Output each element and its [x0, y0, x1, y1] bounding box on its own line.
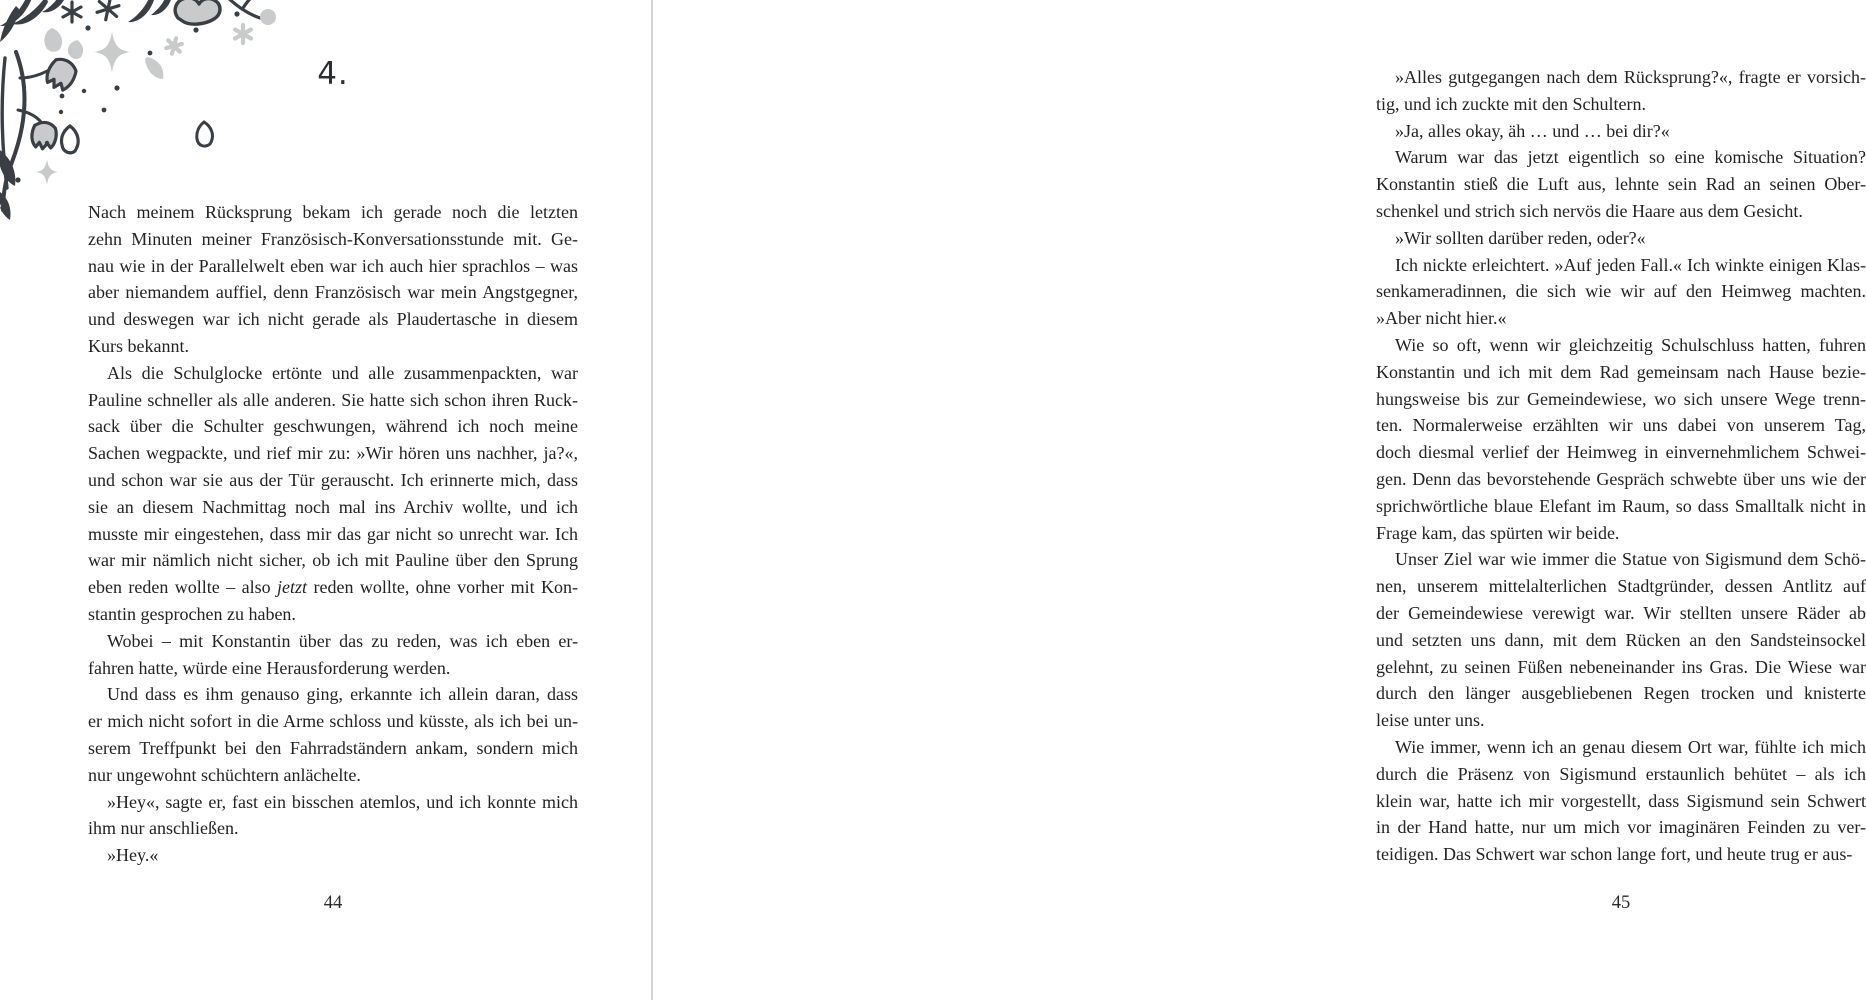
text-line: der Gemeindewiese verewigt war. Wir stellten unsere Räder ab [1376, 602, 1866, 623]
text-line: klein war, hatte ich mir vorgestellt, dass Sigismund sein Schwert [1376, 790, 1866, 811]
text-line: Wie so oft, wenn wir gleichzeitig Schulschluss hatten, fuhren [1395, 334, 1866, 355]
paragraph [1376, 144, 1866, 224]
text-line: senkameradinnen, die sich wie wir auf den Heimweg machten. [1376, 281, 1866, 302]
text-line: »Ja, alles okay, äh … und … bei dir?« [1395, 120, 1670, 141]
text-line: und deswegen war ich nicht gerade als Plaudertasche in diesem [88, 309, 578, 330]
text-line: Kurs bekannt. [88, 335, 189, 356]
text-line: »Alles gutgegangen nach dem Rücksprung?«, fragte er vorsich- [1395, 67, 1866, 87]
paragraph [1376, 332, 1866, 546]
page-number-left: 44 [323, 893, 343, 913]
text-line: Wie immer, wenn ich an genau diesem Ort war, fühlte ich mich [1395, 736, 1866, 757]
text-line: nen, unserem mittelalterlichen Stadtgründer, dessen Antlitz auf [1376, 576, 1866, 597]
text-line: gelehnt, zu seinen Füßen nebeneinander ins Gras. Die Wiese war [1376, 656, 1866, 677]
text-line: zehn Minuten meiner Französisch-Konversationsstunde mit. Ge- [88, 228, 578, 249]
page-number-right: 45 [1611, 893, 1631, 913]
paragraph [1376, 252, 1866, 332]
text-line: Ich nickte erleichtert. »Auf jeden Fall.« Ich winkte einigen Klas- [1395, 254, 1866, 275]
paragraph [88, 681, 578, 788]
text-line: Und dass es ihm genauso ging, erkannte ich allein daran, dass [107, 684, 578, 705]
text-line: Frage kam, das spürten wir beide. [1376, 522, 1620, 543]
left-page [0, 0, 651, 1000]
paragraph [1376, 734, 1866, 868]
left-page-text [88, 199, 578, 869]
paragraph [88, 842, 578, 869]
text-line: tig, und ich zuckte mit den Schultern. [1376, 93, 1646, 114]
text-line: »Hey.« [107, 845, 159, 866]
text-line: »Wir sollten darüber reden, oder?« [1395, 227, 1646, 248]
text-line: und setzten uns dann, mit dem Rücken an den Sandsteinsockel [1376, 629, 1866, 650]
text-line: in der Hand hatte, nur um mich vor imaginären Feinden zu ver- [1376, 817, 1866, 838]
text-line: Unser Ziel war wie immer die Statue von Sigismund dem Schö- [1395, 549, 1866, 570]
text-line: doch diesmal verlief der Heimweg in einvernehmlichem Schwei- [1376, 442, 1866, 463]
text-line: Warum war das jetzt eigentlich so eine komische Situation? [1395, 147, 1866, 168]
text-line: aber niemandem auffiel, denn Französisch war mein Angstgegner, [88, 282, 578, 303]
text-line: schenkel und strich sich nervös die Haare aus dem Gesicht. [1376, 200, 1803, 221]
text-line: Sachen wegpackte, und rief mir zu: »Wir hören uns nachher, ja?«, [88, 443, 578, 464]
paragraph [88, 789, 578, 843]
text-line: Nach meinem Rücksprung bekam ich gerade noch die letzten [88, 202, 578, 222]
text-line: leise unter uns. [1376, 710, 1485, 731]
text-line: eben reden wollte – also jetzt reden wollte, ohne vorher mit Kon- [88, 577, 578, 598]
text-line: durch den länger ausgebliebenen Regen trocken und knisterte [1376, 683, 1866, 704]
text-line: Konstantin stieß die Luft aus, lehnte sein Rad an seinen Ober- [1376, 174, 1866, 195]
right-page-text [1376, 64, 1866, 868]
text-line: war mir nämlich nicht sicher, ob ich mit Pauline über den Sprung [88, 550, 578, 571]
paragraph [88, 199, 578, 360]
text-line: Konstantin und ich mit dem Rad gemeinsam nach Hause bezie- [1376, 361, 1866, 382]
text-line: serem Treffpunkt bei den Fahrradständern ankam, sondern mich [88, 737, 578, 758]
text-line: musste mir eingestehen, dass mir das gar nicht so unrecht war. Ich [88, 523, 578, 544]
text-line: sie an diesem Nachmittag noch mal ins Archiv wollte, und ich [88, 496, 578, 517]
text-line: sprichwörtliche blaue Elefant im Raum, so dass Smalltalk nicht in [1376, 495, 1866, 516]
text-line: teidigen. Das Schwert war schon lange fort, und heute trug er aus- [1376, 844, 1853, 865]
text-line: durch die Präsenz von Sigismund erstaunlich behütet – als ich [1376, 763, 1866, 784]
text-line: fahren hatte, würde eine Herausforderung werden. [88, 657, 451, 678]
paragraph [1376, 225, 1866, 252]
paragraph [88, 628, 578, 682]
text-line: ten. Normalerweise erzählten wir uns dabei von unserem Tag, [1376, 415, 1866, 436]
paragraph [1376, 118, 1866, 145]
text-line: gen. Denn das bevorstehende Gespräch schwebte über uns wie der [1376, 468, 1866, 489]
text-line: und schon war sie aus der Tür gerauscht. Ich erinnerte mich, dass [88, 469, 578, 490]
text-line: nau wie in der Parallelwelt eben war ich auch hier sprachlos – was [88, 255, 578, 276]
text-line: Pauline schneller als alle anderen. Sie hatte sich schon ihren Ruck- [88, 389, 578, 410]
text-line: hungsweise bis zur Gemeindewiese, wo sich unsere Wege trenn- [1376, 388, 1866, 409]
paragraph [88, 360, 578, 628]
text-line: »Aber nicht hier.« [1376, 308, 1507, 329]
text-line: sack über die Schulter geschwungen, während ich noch meine [88, 416, 578, 437]
paragraph [1376, 64, 1866, 118]
chapter-heading: 4. [317, 56, 349, 92]
text-line: er mich nicht sofort in die Arme schloss und küsste, als ich bei un- [88, 711, 578, 732]
right-page [653, 0, 1866, 1000]
text-line: Wobei – mit Konstantin über das zu reden, was ich eben er- [107, 630, 578, 651]
text-line: Als die Schulglocke ertönte und alle zusammenpackten, war [107, 362, 578, 383]
text-line: »Hey«, sagte er, fast ein bisschen atemlos, und ich konnte mich [107, 791, 578, 812]
text-line: stantin gesprochen zu haben. [88, 603, 296, 624]
text-line: nur ungewohnt schüchtern anlächelte. [88, 764, 361, 785]
text-line: ihm nur anschließen. [88, 818, 239, 839]
paragraph [1376, 546, 1866, 734]
